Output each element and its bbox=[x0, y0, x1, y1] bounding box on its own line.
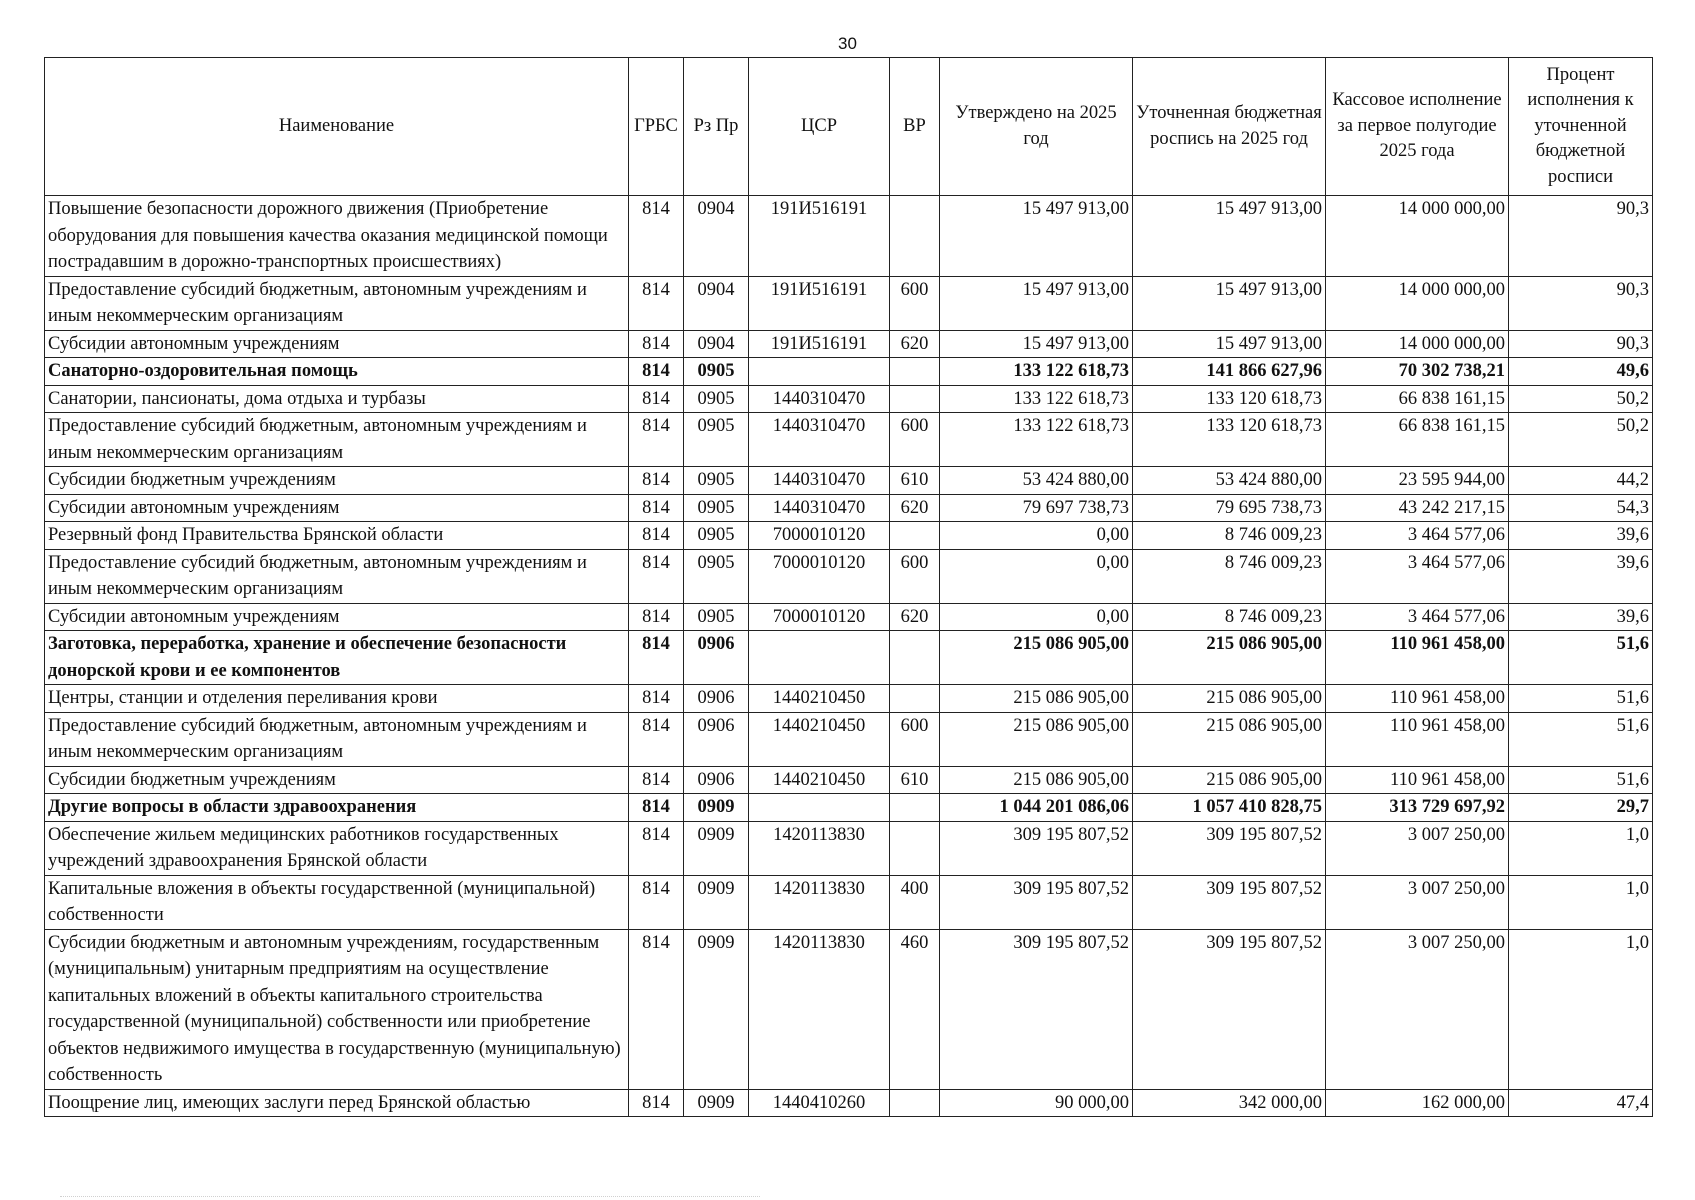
row-name-cell: Поощрение лиц, имеющих заслуги перед Брянской областью bbox=[45, 1089, 629, 1117]
row-rzpr-cell: 0909 bbox=[684, 1089, 749, 1117]
row-rzpr-cell: 0909 bbox=[684, 821, 749, 875]
row-csr-cell bbox=[749, 794, 890, 822]
row-vr-cell bbox=[890, 685, 940, 713]
row-csr-cell: 1440310470 bbox=[749, 385, 890, 413]
table-row bbox=[45, 358, 1653, 386]
row-percent-cell: 1,0 bbox=[1509, 875, 1653, 929]
table-row bbox=[45, 276, 1653, 330]
row-approved-cell: 215 086 905,00 bbox=[940, 685, 1133, 713]
row-approved-cell: 15 497 913,00 bbox=[940, 330, 1133, 358]
row-vr-cell: 600 bbox=[890, 276, 940, 330]
row-name-cell: Субсидии автономным учреждениям bbox=[45, 603, 629, 631]
row-vr-cell: 600 bbox=[890, 549, 940, 603]
row-percent-cell: 1,0 bbox=[1509, 821, 1653, 875]
row-rzpr-cell: 0905 bbox=[684, 358, 749, 386]
row-name-cell: Субсидии автономным учреждениям bbox=[45, 494, 629, 522]
table-row bbox=[45, 330, 1653, 358]
table-row bbox=[45, 1089, 1653, 1117]
row-refined-cell: 8 746 009,23 bbox=[1133, 603, 1326, 631]
row-approved-cell: 15 497 913,00 bbox=[940, 196, 1133, 277]
row-grbs-cell: 814 bbox=[629, 413, 684, 467]
row-grbs-cell: 814 bbox=[629, 549, 684, 603]
row-grbs-cell: 814 bbox=[629, 494, 684, 522]
header-cash: Кассовое исполнение за первое полугодие 2025 года bbox=[1326, 58, 1509, 196]
row-percent-cell: 50,2 bbox=[1509, 413, 1653, 467]
row-approved-cell: 0,00 bbox=[940, 549, 1133, 603]
row-approved-cell: 309 195 807,52 bbox=[940, 875, 1133, 929]
row-approved-cell: 0,00 bbox=[940, 522, 1133, 550]
row-percent-cell: 39,6 bbox=[1509, 549, 1653, 603]
header-vr: ВР bbox=[890, 58, 940, 196]
row-approved-cell: 0,00 bbox=[940, 603, 1133, 631]
row-name-cell: Заготовка, переработка, хранение и обеспечение безопасности донорской крови и ее компонентов bbox=[45, 631, 629, 685]
row-percent-cell: 39,6 bbox=[1509, 603, 1653, 631]
row-percent-cell: 29,7 bbox=[1509, 794, 1653, 822]
row-percent-cell: 49,6 bbox=[1509, 358, 1653, 386]
row-grbs-cell: 814 bbox=[629, 385, 684, 413]
row-refined-cell: 79 695 738,73 bbox=[1133, 494, 1326, 522]
row-csr-cell: 1440310470 bbox=[749, 413, 890, 467]
row-grbs-cell: 814 bbox=[629, 467, 684, 495]
row-approved-cell: 309 195 807,52 bbox=[940, 929, 1133, 1089]
table-row bbox=[45, 494, 1653, 522]
row-csr-cell: 7000010120 bbox=[749, 603, 890, 631]
row-grbs-cell: 814 bbox=[629, 330, 684, 358]
row-cash-cell: 110 961 458,00 bbox=[1326, 685, 1509, 713]
row-grbs-cell: 814 bbox=[629, 875, 684, 929]
row-csr-cell: 1440210450 bbox=[749, 685, 890, 713]
row-cash-cell: 3 464 577,06 bbox=[1326, 522, 1509, 550]
row-approved-cell: 309 195 807,52 bbox=[940, 821, 1133, 875]
row-grbs-cell: 814 bbox=[629, 603, 684, 631]
row-rzpr-cell: 0906 bbox=[684, 712, 749, 766]
row-name-cell: Предоставление субсидий бюджетным, автономным учреждениям и иным некоммерческим организациям bbox=[45, 712, 629, 766]
row-percent-cell: 51,6 bbox=[1509, 766, 1653, 794]
row-cash-cell: 3 007 250,00 bbox=[1326, 821, 1509, 875]
row-vr-cell bbox=[890, 821, 940, 875]
row-vr-cell: 610 bbox=[890, 467, 940, 495]
row-grbs-cell: 814 bbox=[629, 929, 684, 1089]
row-percent-cell: 51,6 bbox=[1509, 631, 1653, 685]
row-vr-cell: 600 bbox=[890, 413, 940, 467]
row-cash-cell: 23 595 944,00 bbox=[1326, 467, 1509, 495]
row-cash-cell: 14 000 000,00 bbox=[1326, 276, 1509, 330]
row-refined-cell: 215 086 905,00 bbox=[1133, 712, 1326, 766]
row-cash-cell: 3 464 577,06 bbox=[1326, 549, 1509, 603]
row-cash-cell: 110 961 458,00 bbox=[1326, 631, 1509, 685]
row-refined-cell: 309 195 807,52 bbox=[1133, 821, 1326, 875]
row-name-cell: Предоставление субсидий бюджетным, автономным учреждениям и иным некоммерческим организациям bbox=[45, 549, 629, 603]
row-cash-cell: 14 000 000,00 bbox=[1326, 196, 1509, 277]
row-name-cell: Санатории, пансионаты, дома отдыха и турбазы bbox=[45, 385, 629, 413]
table-row bbox=[45, 196, 1653, 277]
row-approved-cell: 90 000,00 bbox=[940, 1089, 1133, 1117]
row-grbs-cell: 814 bbox=[629, 522, 684, 550]
row-csr-cell bbox=[749, 358, 890, 386]
page-number: 30 bbox=[838, 34, 857, 53]
scan-artifact-line bbox=[60, 1196, 760, 1198]
row-rzpr-cell: 0905 bbox=[684, 549, 749, 603]
row-percent-cell: 51,6 bbox=[1509, 712, 1653, 766]
table-row bbox=[45, 929, 1653, 1089]
row-name-cell: Субсидии бюджетным и автономным учреждениям, государственным (муниципальным) унитарным предприятиям на осуществление капитальных вложений в объекты капитального строительства государственной (муниципальной) собственности или приобретение объектов недвижимого имущества в государственную (муниципальную) собственность bbox=[45, 929, 629, 1089]
row-csr-cell: 1420113830 bbox=[749, 929, 890, 1089]
row-vr-cell: 400 bbox=[890, 875, 940, 929]
row-name-cell: Предоставление субсидий бюджетным, автономным учреждениям и иным некоммерческим организациям bbox=[45, 413, 629, 467]
row-name-cell: Санаторно-оздоровительная помощь bbox=[45, 358, 629, 386]
row-csr-cell: 1440210450 bbox=[749, 712, 890, 766]
row-rzpr-cell: 0905 bbox=[684, 385, 749, 413]
row-rzpr-cell: 0906 bbox=[684, 631, 749, 685]
table-row bbox=[45, 875, 1653, 929]
row-grbs-cell: 814 bbox=[629, 631, 684, 685]
row-name-cell: Центры, станции и отделения переливания крови bbox=[45, 685, 629, 713]
row-csr-cell: 7000010120 bbox=[749, 549, 890, 603]
row-csr-cell: 191И516191 bbox=[749, 196, 890, 277]
row-rzpr-cell: 0905 bbox=[684, 467, 749, 495]
header-grbs: ГРБС bbox=[629, 58, 684, 196]
row-name-cell: Резервный фонд Правительства Брянской области bbox=[45, 522, 629, 550]
row-name-cell: Субсидии автономным учреждениям bbox=[45, 330, 629, 358]
row-refined-cell: 53 424 880,00 bbox=[1133, 467, 1326, 495]
row-cash-cell: 66 838 161,15 bbox=[1326, 413, 1509, 467]
row-csr-cell: 191И516191 bbox=[749, 330, 890, 358]
row-refined-cell: 8 746 009,23 bbox=[1133, 549, 1326, 603]
row-refined-cell: 133 120 618,73 bbox=[1133, 385, 1326, 413]
row-rzpr-cell: 0904 bbox=[684, 330, 749, 358]
table-row bbox=[45, 766, 1653, 794]
row-name-cell: Обеспечение жильем медицинских работников государственных учреждений здравоохранения Брянской области bbox=[45, 821, 629, 875]
header-refined: Уточненная бюджетная роспись на 2025 год bbox=[1133, 58, 1326, 196]
row-grbs-cell: 814 bbox=[629, 821, 684, 875]
row-approved-cell: 133 122 618,73 bbox=[940, 413, 1133, 467]
row-refined-cell: 133 120 618,73 bbox=[1133, 413, 1326, 467]
row-cash-cell: 3 007 250,00 bbox=[1326, 875, 1509, 929]
header-csr: ЦСР bbox=[749, 58, 890, 196]
row-rzpr-cell: 0905 bbox=[684, 413, 749, 467]
row-csr-cell bbox=[749, 631, 890, 685]
row-name-cell: Другие вопросы в области здравоохранения bbox=[45, 794, 629, 822]
row-refined-cell: 15 497 913,00 bbox=[1133, 330, 1326, 358]
row-approved-cell: 79 697 738,73 bbox=[940, 494, 1133, 522]
row-refined-cell: 309 195 807,52 bbox=[1133, 929, 1326, 1089]
row-cash-cell: 3 007 250,00 bbox=[1326, 929, 1509, 1089]
row-vr-cell: 620 bbox=[890, 330, 940, 358]
row-percent-cell: 47,4 bbox=[1509, 1089, 1653, 1117]
row-rzpr-cell: 0906 bbox=[684, 766, 749, 794]
row-cash-cell: 43 242 217,15 bbox=[1326, 494, 1509, 522]
row-csr-cell: 1440410260 bbox=[749, 1089, 890, 1117]
row-grbs-cell: 814 bbox=[629, 358, 684, 386]
row-vr-cell: 600 bbox=[890, 712, 940, 766]
row-approved-cell: 15 497 913,00 bbox=[940, 276, 1133, 330]
row-csr-cell: 1420113830 bbox=[749, 821, 890, 875]
row-refined-cell: 215 086 905,00 bbox=[1133, 766, 1326, 794]
row-cash-cell: 110 961 458,00 bbox=[1326, 766, 1509, 794]
row-rzpr-cell: 0905 bbox=[684, 603, 749, 631]
row-refined-cell: 15 497 913,00 bbox=[1133, 276, 1326, 330]
row-name-cell: Субсидии бюджетным учреждениям bbox=[45, 766, 629, 794]
row-approved-cell: 215 086 905,00 bbox=[940, 631, 1133, 685]
row-name-cell: Повышение безопасности дорожного движения (Приобретение оборудования для повышения качества оказания медицинской помощи пострадавшим в дорожно-транспортных происшествиях) bbox=[45, 196, 629, 277]
row-percent-cell: 90,3 bbox=[1509, 330, 1653, 358]
row-percent-cell: 50,2 bbox=[1509, 385, 1653, 413]
table-header-row bbox=[45, 58, 1653, 196]
header-percent: Процент исполнения к уточненной бюджетной росписи bbox=[1509, 58, 1653, 196]
row-cash-cell: 162 000,00 bbox=[1326, 1089, 1509, 1117]
row-cash-cell: 70 302 738,21 bbox=[1326, 358, 1509, 386]
row-rzpr-cell: 0906 bbox=[684, 685, 749, 713]
row-grbs-cell: 814 bbox=[629, 712, 684, 766]
table-body bbox=[45, 196, 1653, 1117]
row-cash-cell: 66 838 161,15 bbox=[1326, 385, 1509, 413]
row-vr-cell bbox=[890, 385, 940, 413]
row-vr-cell: 620 bbox=[890, 603, 940, 631]
row-cash-cell: 14 000 000,00 bbox=[1326, 330, 1509, 358]
row-percent-cell: 1,0 bbox=[1509, 929, 1653, 1089]
row-refined-cell: 342 000,00 bbox=[1133, 1089, 1326, 1117]
table-row bbox=[45, 467, 1653, 495]
row-percent-cell: 54,3 bbox=[1509, 494, 1653, 522]
row-percent-cell: 39,6 bbox=[1509, 522, 1653, 550]
row-percent-cell: 44,2 bbox=[1509, 467, 1653, 495]
row-name-cell: Предоставление субсидий бюджетным, автономным учреждениям и иным некоммерческим организациям bbox=[45, 276, 629, 330]
row-vr-cell bbox=[890, 196, 940, 277]
row-approved-cell: 53 424 880,00 bbox=[940, 467, 1133, 495]
row-rzpr-cell: 0909 bbox=[684, 875, 749, 929]
row-grbs-cell: 814 bbox=[629, 794, 684, 822]
row-csr-cell: 7000010120 bbox=[749, 522, 890, 550]
row-name-cell: Субсидии бюджетным учреждениям bbox=[45, 467, 629, 495]
row-approved-cell: 133 122 618,73 bbox=[940, 358, 1133, 386]
row-vr-cell: 460 bbox=[890, 929, 940, 1089]
row-name-cell: Капитальные вложения в объекты государственной (муниципальной) собственности bbox=[45, 875, 629, 929]
row-refined-cell: 215 086 905,00 bbox=[1133, 631, 1326, 685]
table-row bbox=[45, 794, 1653, 822]
row-refined-cell: 309 195 807,52 bbox=[1133, 875, 1326, 929]
row-csr-cell: 191И516191 bbox=[749, 276, 890, 330]
table-row bbox=[45, 712, 1653, 766]
row-vr-cell: 620 bbox=[890, 494, 940, 522]
row-csr-cell: 1440310470 bbox=[749, 494, 890, 522]
table-row bbox=[45, 385, 1653, 413]
row-cash-cell: 313 729 697,92 bbox=[1326, 794, 1509, 822]
row-refined-cell: 8 746 009,23 bbox=[1133, 522, 1326, 550]
row-rzpr-cell: 0905 bbox=[684, 494, 749, 522]
row-grbs-cell: 814 bbox=[629, 276, 684, 330]
row-approved-cell: 215 086 905,00 bbox=[940, 766, 1133, 794]
row-approved-cell: 215 086 905,00 bbox=[940, 712, 1133, 766]
row-csr-cell: 1440210450 bbox=[749, 766, 890, 794]
header-approved: Утверждено на 2025 год bbox=[940, 58, 1133, 196]
table-row bbox=[45, 522, 1653, 550]
row-csr-cell: 1440310470 bbox=[749, 467, 890, 495]
row-rzpr-cell: 0909 bbox=[684, 929, 749, 1089]
row-grbs-cell: 814 bbox=[629, 685, 684, 713]
row-rzpr-cell: 0905 bbox=[684, 522, 749, 550]
row-refined-cell: 15 497 913,00 bbox=[1133, 196, 1326, 277]
row-grbs-cell: 814 bbox=[629, 1089, 684, 1117]
row-vr-cell: 610 bbox=[890, 766, 940, 794]
row-rzpr-cell: 0909 bbox=[684, 794, 749, 822]
row-approved-cell: 133 122 618,73 bbox=[940, 385, 1133, 413]
table-row bbox=[45, 413, 1653, 467]
row-vr-cell bbox=[890, 358, 940, 386]
row-rzpr-cell: 0904 bbox=[684, 276, 749, 330]
table-row bbox=[45, 631, 1653, 685]
header-name: Наименование bbox=[45, 58, 629, 196]
table-row bbox=[45, 821, 1653, 875]
row-refined-cell: 1 057 410 828,75 bbox=[1133, 794, 1326, 822]
row-grbs-cell: 814 bbox=[629, 196, 684, 277]
row-cash-cell: 3 464 577,06 bbox=[1326, 603, 1509, 631]
table-row bbox=[45, 549, 1653, 603]
row-vr-cell bbox=[890, 631, 940, 685]
row-vr-cell bbox=[890, 1089, 940, 1117]
row-csr-cell: 1420113830 bbox=[749, 875, 890, 929]
table-row bbox=[45, 685, 1653, 713]
header-rzpr: Рз Пр bbox=[684, 58, 749, 196]
table-row bbox=[45, 603, 1653, 631]
row-approved-cell: 1 044 201 086,06 bbox=[940, 794, 1133, 822]
row-cash-cell: 110 961 458,00 bbox=[1326, 712, 1509, 766]
row-vr-cell bbox=[890, 522, 940, 550]
row-percent-cell: 90,3 bbox=[1509, 196, 1653, 277]
row-rzpr-cell: 0904 bbox=[684, 196, 749, 277]
row-refined-cell: 141 866 627,96 bbox=[1133, 358, 1326, 386]
row-percent-cell: 51,6 bbox=[1509, 685, 1653, 713]
budget-execution-table bbox=[44, 57, 1653, 1117]
row-grbs-cell: 814 bbox=[629, 766, 684, 794]
row-percent-cell: 90,3 bbox=[1509, 276, 1653, 330]
row-refined-cell: 215 086 905,00 bbox=[1133, 685, 1326, 713]
row-vr-cell bbox=[890, 794, 940, 822]
